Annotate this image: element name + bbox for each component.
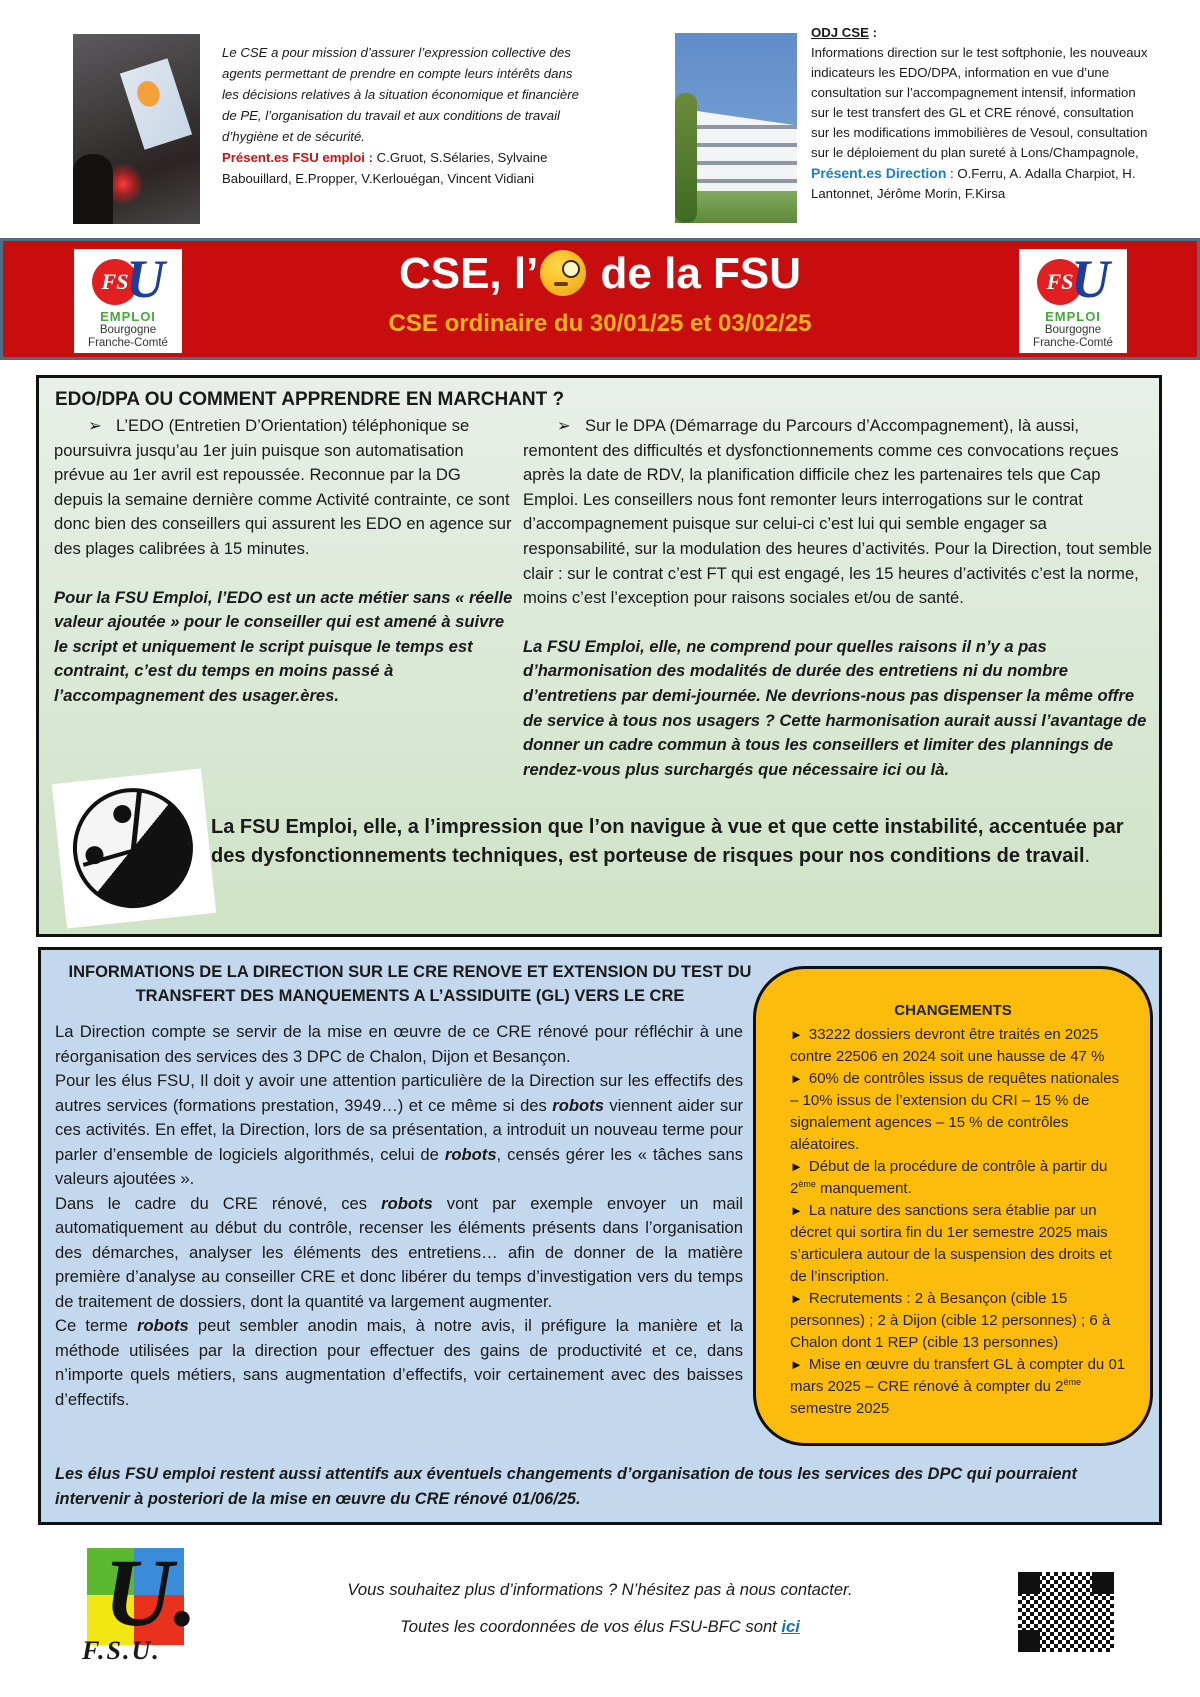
changes-item: ► Recrutements : 2 à Besançon (cible 15 personnes) ; 2 à Dijon (cible 12 personnes) ; 6 à Chalon dont 1 REP (cible 13 personnes) — [790, 1290, 1111, 1351]
fsu-emploi-logo-right — [1019, 249, 1127, 353]
cre-title: INFORMATIONS DE LA DIRECTION SUR LE CRE RENOVE ET EXTENSION DU TEST DU TRANSFERT DES MANQUEMENTS A L’ASSIDUITE (GL) VERS LE CRE — [68, 963, 752, 1005]
edo-bullet-text: L’EDO (Entretien D’Orientation) téléphonique se poursuivra jusqu’au 1er juin puisque son automatisation prévue au 1er avril est repoussée. Reconnue par la DG depuis la semaine dernière comme Activité contrainte, ce sont donc bien des conseillers qui assurent les EDO en agence sur des plages calibrées à 15 minutes. — [54, 416, 512, 558]
edo-dpa-title: EDO/DPA OU COMMENT APPRENDRE EN MARCHANT ? — [55, 389, 565, 410]
cre-section — [38, 947, 1162, 1525]
agenda-title-colon: : — [868, 25, 877, 40]
edo-dpa-conclusion — [211, 813, 1161, 871]
title-part1: CSE, l’ — [398, 249, 539, 298]
logo-emploi-text: EMPLOI — [100, 309, 156, 324]
dpa-bullet — [523, 414, 1153, 611]
direction-attendees-names: : O.Ferru, A. Adalla Charpiot, H. Lantonnet, Jérôme Morin, F.Kirsa — [811, 166, 1136, 201]
conclusion-period: . — [1084, 845, 1091, 867]
logo-region-line2: Franche-Comté — [1033, 337, 1113, 349]
triangle-bullet-icon: ► — [790, 1291, 803, 1306]
fsu-u-mark — [1019, 249, 1127, 309]
office-building-photo — [675, 33, 797, 223]
header-banner — [0, 238, 1200, 360]
changes-item: ► Mise en œuvre du transfert GL à compter du 01 mars 2025 – CRE rénové à compter du 2ème semestre 2025 — [790, 1356, 1126, 1417]
arrow-bullet-icon: ➢ — [557, 416, 571, 435]
title-part2: de la FSU — [588, 249, 802, 298]
contact-details-text: Toutes les coordonnées de vos élus FSU-BFC sont — [400, 1617, 782, 1636]
page-title — [3, 247, 1197, 301]
cre-paragraph-2: Pour les élus FSU, Il doit y avoir une attention particulière de la Direction sur les effectifs des autres services (formations prestation, 3949…) et ce même si des robots viennent aider sur ces activités. En effet, la Direction, lors de sa présentation, a introduit un nouveau terme pour parler d’ensemble de logiciels algorithmés, celui de robots, censés gérer les « tâches sans valeurs ajoutées ». — [55, 1071, 744, 1188]
agenda-block — [811, 23, 1151, 204]
dpa-column — [523, 414, 1153, 782]
cre-conclusion: Les élus FSU emploi restent aussi attentifs aux éventuels changements d’organisation de tous les services des DPC qui pourraient intervenir à posteriori de la mise en œuvre du CRE rénové 01/06/25. — [55, 1465, 1077, 1508]
arrow-bullet-icon: ➢ — [88, 416, 102, 435]
fsu-logo-text: F.S.U. — [82, 1636, 161, 1665]
cre-body — [55, 1020, 743, 1412]
cse-mission-block — [222, 42, 592, 189]
logo-emploi-text: EMPLOI — [1045, 309, 1101, 324]
contact-link[interactable]: ici — [781, 1617, 800, 1636]
u-letter: U — [1071, 249, 1110, 309]
fs-circle: FS — [92, 259, 138, 305]
cre-paragraph-4: Ce terme robots peut sembler anodin mais, à notre avis, il préfigure la manière et la méthode utilisées par la direction pour effectuer des gains de productivité et ce, dans n’importe quels métiers, sans augmentation d’effectifs, voir certainement avec des baisses d’effectifs. — [55, 1316, 743, 1409]
triangle-bullet-icon: ► — [790, 1159, 803, 1174]
qr-code-icon[interactable] — [1018, 1572, 1114, 1652]
changes-item: ► 60% de contrôles issus de requêtes nationales – 10% issus de l’extension du CRI – 15 % de signalement agences – 15 % de contrôles aléatoires. — [790, 1070, 1120, 1153]
changes-item: ► La nature des sanctions sera établie par un décret qui sortira fin du 1er semestre 2025 mais s’articulera autour de la suspension des droits et de l’inscription. — [790, 1202, 1112, 1285]
fs-circle: FS — [1037, 259, 1083, 305]
cre-paragraph-3: Dans le cadre du CRE rénové, ces robots vont par exemple envoyer un mail automatiquement au début du contrôle, recenser les éléments présents dans l’organisation des démarches, analyser les éléments des entretiens… afin de donner de la matière première d’analyse au conseiller CRE et donc libérer du temps d’investigation vers du temps de traitement de dossiers, dont la quantité va largement augmenter. — [55, 1193, 743, 1311]
fsu-attendees — [222, 147, 592, 189]
protest-flag-photo — [73, 34, 200, 224]
direction-attendees-label: Présent.es Direction — [811, 165, 947, 181]
direction-attendees — [811, 163, 1151, 204]
agenda-heading — [811, 23, 1151, 43]
contact-invitation: Vous souhaitez plus d’informations ? N’hésitez pas à nous contacter. — [347, 1580, 853, 1599]
agenda-text: Informations direction sur le test softphonie, les nouveaux indicateurs les EDO/DPA, information en vue d’une consultation sur l’accompagnement intensif, information sur le test transfert des GL et CRE rénové, consultation sur les modifications immobilières de Vesoul, consultation sur le déploiement du plan sureté à Lons/Champagnole, — [811, 45, 1148, 160]
flag-shape — [120, 58, 192, 150]
changes-item: ► Début de la procédure de contrôle à partir du 2ème manquement. — [790, 1158, 1108, 1197]
changes-list — [790, 1024, 1130, 1420]
robots-term: robots — [137, 1316, 189, 1335]
robots-term: robots — [552, 1095, 604, 1115]
compass-icon — [52, 769, 216, 929]
triangle-bullet-icon: ► — [790, 1203, 803, 1218]
u-letter: U — [126, 249, 165, 309]
dpa-fsu-opinion: La FSU Emploi, elle, ne comprend pour quelles raisons il n’y a pas d’harmonisation des modalités de durée des entretiens ni du nombre d’entretiens par demi-journée. Ne devrions-nous pas dispenser la même offre de service à tous nos usagers ? Cette harmonisation aurait aussi l’avantage de donner un cadre commun à tous les conseillers et limiter des plannings de rendez-vous plus surchargés que nécessaire ici ou là. — [523, 636, 1147, 779]
fsu-attendees-label: Présent.es FSU emploi : — [222, 150, 373, 165]
tree-shape — [675, 93, 697, 223]
triangle-bullet-icon: ► — [790, 1027, 803, 1042]
edo-fsu-opinion: Pour la FSU Emploi, l’EDO est un acte métier sans « réelle valeur ajoutée » pour le conseiller qui est amené à suivre le script et uniquement le script puisque le temps est contraint, c’est du temps en moins passé à l’accompagnement des usager.ères. — [54, 587, 513, 705]
agenda-title: ODJ CSE — [811, 25, 869, 40]
monocle-face-icon — [540, 250, 586, 296]
fsu-attendees-names: C.Gruot, S.Sélaries, Sylvaine Babouillard, E.Propper, V.Kerlouégan, Vincent Vidiani — [222, 150, 548, 186]
page-subtitle: CSE ordinaire du 30/01/25 et 03/02/25 — [388, 310, 812, 337]
logo-region-line2: Franche-Comté — [88, 337, 168, 349]
changes-title: CHANGEMENTS — [894, 1002, 1012, 1019]
logo-region-line1: Bourgogne — [1044, 324, 1102, 336]
triangle-bullet-icon: ► — [790, 1071, 803, 1086]
edo-column — [54, 414, 514, 709]
cre-paragraph-1: La Direction compte se servir de la mise en œuvre de ce CRE rénové pour réfléchir à une réorganisation des services des 3 DPC de Chalon, Dijon et Besançon. — [55, 1022, 743, 1066]
fsu-logo-letter: U. — [104, 1539, 198, 1646]
dpa-bullet-text: Sur le DPA (Démarrage du Parcours d’Accompagnement), là aussi, remontent des difficultés et dysfonctionnements comme ces convocations reçues après la date de RDV, la planification difficile chez les partenaires tels que Cap Emploi. Les conseillers nous font remonter leurs interrogations sur le contrat d’accompagnement puisque sur celui-ci c’est lui qui semble engager sa responsabilité, sur la modulation des heures d’activités. Pour la Direction, tout semble clair : sur le contrat c’est FT qui est engagé, les 15 heures d’activités c’est la norme, moins c’est l’exception pour raisons sociales et/ou de santé. — [523, 416, 1153, 608]
edo-dpa-section — [36, 375, 1162, 937]
changes-item: ► 33222 dossiers devront être traités en 2025 contre 22506 en 2024 soit une hausse de 47 % — [790, 1026, 1105, 1065]
changes-callout — [753, 966, 1153, 1446]
conclusion-text: La FSU Emploi, elle, a l’impression que l’on navigue à vue et que cette instabilité, accentuée par des dysfonctionnements techniques, est porteuse de risques pour nos conditions de travail — [211, 816, 1124, 867]
building-shape — [697, 111, 797, 191]
edo-bullet — [54, 414, 514, 562]
triangle-bullet-icon: ► — [790, 1357, 803, 1372]
person-silhouette — [73, 154, 113, 224]
robots-term: robots — [444, 1144, 497, 1164]
cse-mission-text: Le CSE a pour mission d’assurer l’expression collective des agents permettant de prendre en compte leurs intérêts dans les décisions relatives à la situation économique et financière de PE, l’organisation du travail et aux conditions de travail d’hygiène et de sécurité. — [222, 45, 579, 144]
robots-term: robots — [381, 1193, 433, 1213]
logo-region-line1: Bourgogne — [99, 324, 157, 336]
